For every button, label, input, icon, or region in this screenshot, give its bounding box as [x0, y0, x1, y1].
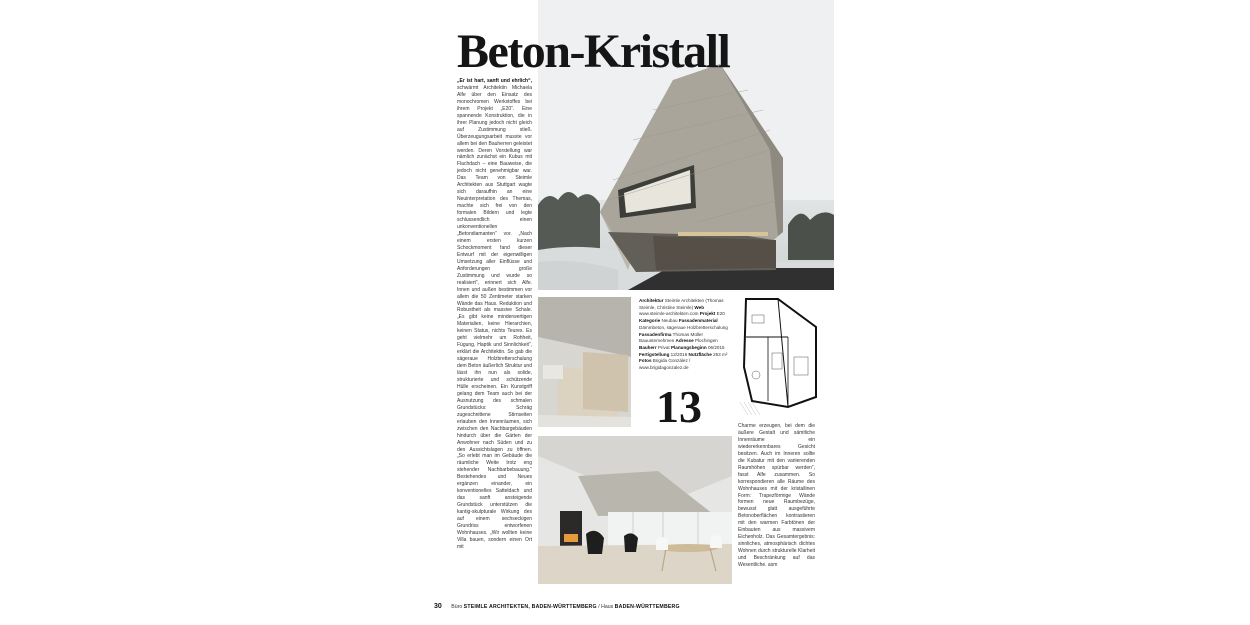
- fact-value-projekt: E20: [716, 311, 725, 317]
- fact-label-kategorie: Kategorie: [639, 318, 661, 324]
- fact-value-fotos: Brigida González / www.brigidagonzalez.de: [639, 358, 691, 371]
- project-facts: [639, 298, 731, 372]
- article-title: Beton-Kristall: [457, 25, 730, 78]
- fact-value-architektur: Steimle Architekten (Thomas Steimle, Christine Steimle): [639, 298, 724, 310]
- article-body-text: schwärmt Architektin Michaela Alfe über den Einsatz des monochromen Werkstoffes bei ihrem Projekt „E20“. Eine spannende Konstruktion, die in ihrer Planung jedoch nicht gleich auf Zustimmung stieß. Überzeugungsarbeit musste vor allem bei den Bauherren geleistet werden. Deren Vorstellung war nämlich zunächst ein Kubus mit Flachdach – eine Bauweise, die jedoch nicht genehmigbar war. Das Team von Steimle Architekten aus Stuttgart wagte sich daraufhin an eine Neuinterpretation des Themas, machte sich frei von den formalen Bildern und legte schlussendlich einen unkonventionellen „Betondiamanten“ vor. „Nach einem ersten kurzen Schockmoment fand dieser Entwurf mit der eigenwilligen Umsetzung aller Einflüsse und Anforderungen große Zustimmung und wurde so realisiert“, erinnert sich Alfe. Innen und außen bestimmen vor allem die 50 Zentimeter starken Wände das Haus. Reduktion und Robustheit als massive Schale. „Es gibt keine minderwertigen Materialien, keine Hierarchien, keinen Status, nichts Teures. Es geht vielmehr um Rohheit, Fügung, Haptik und Sinnlichkeit“, erklärt die Architektin. So gab die sägeraue Holzbretterschalung dem Beton äußerlich Struktur und lässt ihn nun als solide, strukturierte und schützende Hülle erscheinen. Ein Kunstgriff gelang dem Team auch bei der Ausnutzung des schmalen Grundstücks: Schräg zugeschnittene Stirnseiten erlauben den Innenräumen, sich zwischen den Nachbargebäuden hindurch über die Gärten der Anwohner nach Süden und zu den Aussichtslagen zu öffnen. „So erlebt man im Gebäude die räumliche Weite trotz eng stehender Nachbarbebauung.“ Bestehendes und Neues ergänzen einander, ein konventionelles Satteldach und das sanft ansteigende Grundstück unterstützen die kantig-skulpturale Wirkung des auf einem sechseckigen Grundriss entworfenen Wohnhauses. „Wir wollten keine Villa bauen, sondern einen Ort mit: [457, 84, 532, 550]
- article-lead: „Er ist hart, sanft und ehrlich“,: [457, 78, 532, 84]
- footer-house-value: BADEN-WÜRTTEMBERG: [614, 604, 680, 610]
- fact-value-adresse: Plochingen: [694, 338, 718, 344]
- fact-label-nutzflaeche: Nutzfläche: [688, 351, 712, 357]
- footer-office-label: Büro: [451, 604, 463, 610]
- fact-value-web: www.steimle-architekten.com: [639, 311, 699, 317]
- fact-label-fotos: Fotos: [639, 358, 652, 364]
- fact-label-planungsbeginn: Planungsbeginn: [670, 344, 707, 350]
- footer-separator: /: [598, 604, 600, 610]
- floorplan-drawing: [738, 297, 820, 417]
- fact-value-nutzflaeche: 253 m²: [713, 351, 728, 357]
- fact-value-fassadenfirma: Thomas Müller Bauunternehmen: [639, 331, 704, 344]
- fact-label-projekt: Projekt: [699, 311, 716, 317]
- project-number: 13: [656, 381, 702, 432]
- interior-kitchen-photo: [538, 297, 631, 427]
- fact-label-web: Web: [694, 304, 705, 310]
- interior-living-photo: [538, 436, 732, 584]
- fact-value-fertigstellung: 12/2016: [670, 351, 688, 357]
- fact-value-bauherr: Privat: [657, 344, 670, 350]
- fact-value-fassadenmaterial: Dämmbeton, sägeraue Holzbretterschalung: [639, 324, 728, 330]
- fact-value-planungsbeginn: 06/2015: [707, 344, 725, 350]
- page-footer: [434, 603, 814, 610]
- fact-label-architektur: Architektur: [639, 298, 664, 303]
- fact-label-fassadenfirma: Fassadenfirma: [639, 331, 672, 337]
- fact-value-kategorie: Neubau: [661, 318, 678, 324]
- article-body-right-column: Charme erzeugen, bei dem die äußere Gestalt und sämtliche Innenräume ein wiedererkennbares Gesicht besitzen. Auch im Inneren sollte die Kubatur mit den variierenden Raumhöhen spürbar werden“, fasst Alfe zusammen. So korrespondieren alle Räume des Wohnhauses mit der kristallinen Form: Trapezförmige Wände formen neue Raumbezüge, bewusst glatt ausgeführte Betonoberflächen kontrastieren mit den warmen Farbtönen der Einbauten aus massivem Eichenholz. Das Gesamtergebnis: sinnliches, atmosphärisch dichtes Wohnen durch strukturelle Klarheit und Beschränkung auf das Wesentliche. asm: [738, 423, 815, 569]
- footer-house-label: Haus: [601, 604, 614, 610]
- fact-label-bauherr: Bauherr: [639, 344, 657, 350]
- fact-label-fassadenmaterial: Fassadenmaterial: [678, 318, 718, 324]
- fact-label-fertigstellung: Fertigstellung: [639, 351, 670, 357]
- footer-office-value: STEIMLE ARCHITEKTEN, BADEN-WÜRTTEMBERG: [463, 604, 597, 610]
- article-body-left-column: [457, 78, 532, 586]
- page-number: 30: [434, 603, 442, 610]
- fact-label-adresse: Adresse: [675, 338, 694, 344]
